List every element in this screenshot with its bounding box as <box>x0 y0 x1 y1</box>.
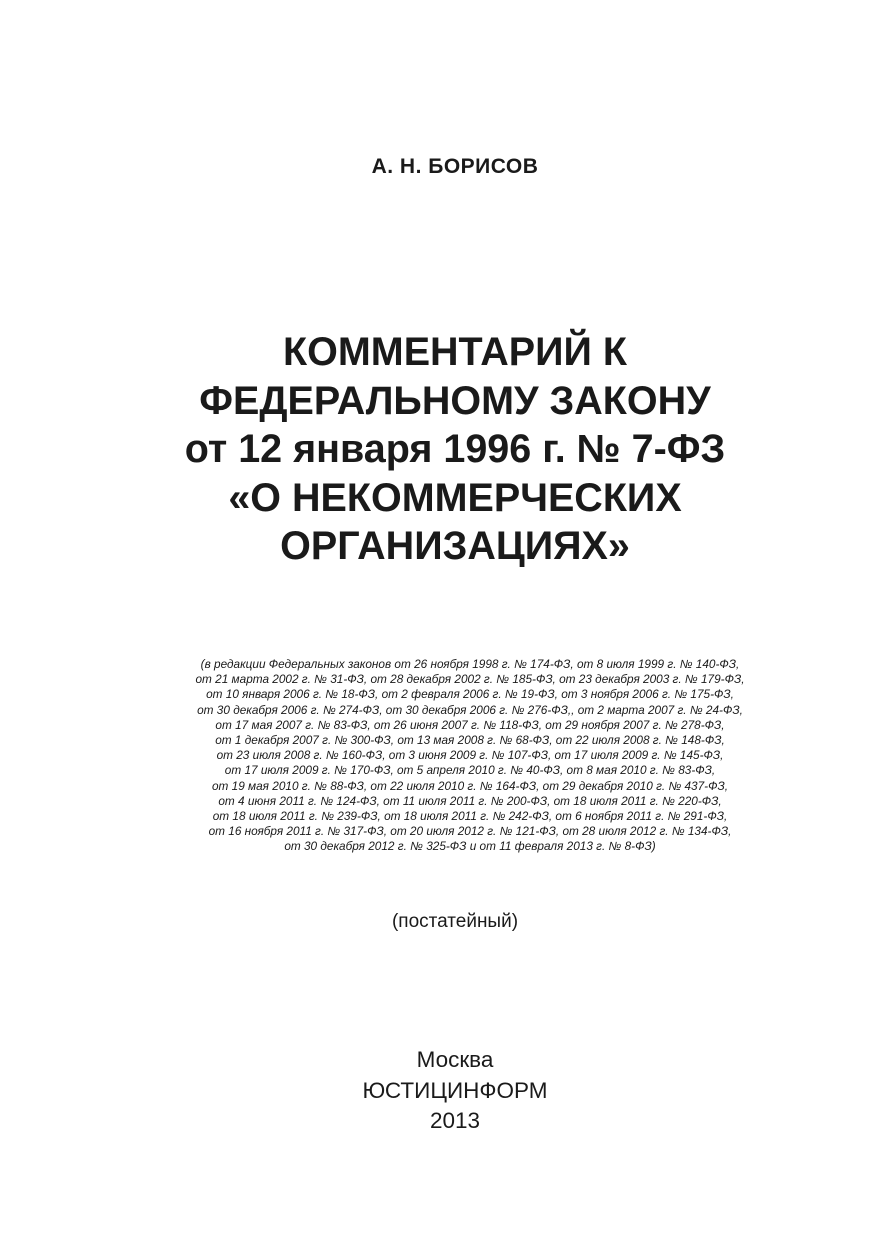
editions-line: от 30 декабря 2012 г. № 325-ФЗ и от 11 февраля 2013 г. № 8-ФЗ) <box>284 839 656 854</box>
editions-line: от 17 мая 2007 г. № 83-ФЗ, от 26 июня 2007 г. № 118-ФЗ, от 29 ноября 2007 г. № 278-ФЗ, <box>215 717 725 732</box>
editions-line: от 23 июля 2008 г. № 160-ФЗ, от 3 июня 2009 г. № 107-ФЗ, от 17 июля 2009 г. № 145-ФЗ, <box>216 748 724 763</box>
title-line: ФЕДЕРАЛЬНОМУ ЗАКОНУ <box>199 378 711 423</box>
editions-line: от 21 марта 2002 г. № 31-ФЗ, от 28 декабря 2002 г. № 185-ФЗ, от 23 декабря 2003 г. № 179-ФЗ, <box>195 672 745 687</box>
title-line: КОММЕНТАРИЙ К <box>283 330 627 374</box>
title-line: «О НЕКОММЕРЧЕСКИХ <box>228 475 682 520</box>
editions-line: от 17 июля 2009 г. № 170-ФЗ, от 5 апреля 2010 г. № 40-ФЗ, от 8 мая 2010 г. № 83-ФЗ, <box>224 763 716 778</box>
editions-note <box>0 657 886 855</box>
editions-line: от 18 июля 2011 г. № 239-ФЗ, от 18 июля 2011 г. № 242-ФЗ, от 6 ноября 2011 г. № 291-ФЗ, <box>212 809 728 824</box>
editions-line: от 4 июня 2011 г. № 124-ФЗ, от 11 июля 2011 г. № 200-ФЗ, от 18 июля 2011 г. № 220-ФЗ, <box>218 793 722 808</box>
editions-line: от 19 мая 2010 г. № 88-ФЗ, от 22 июля 2010 г. № 164-ФЗ, от 29 декабря 2010 г. № 437-ФЗ, <box>211 778 729 793</box>
subtitle: (постатейный) <box>391 911 519 932</box>
editions-line: (в редакции Федеральных законов от 26 ноября 1998 г. № 174-ФЗ, от 8 июля 1999 г. № 140-ФЗ, <box>200 657 740 671</box>
editions-line: от 30 декабря 2006 г. № 274-ФЗ, от 30 декабря 2006 г. № 276-ФЗ,, от 2 марта 2007 г. № 24-ФЗ, <box>197 702 743 717</box>
title-line: от 12 января 1996 г. № 7-ФЗ <box>184 427 726 471</box>
imprint-publisher: ЮСТИЦИНФОРМ <box>362 1077 548 1103</box>
imprint-city: Москва <box>416 1047 494 1072</box>
author-name: А. Н. БОРИСОВ <box>371 155 539 178</box>
imprint-year: 2013 <box>429 1108 481 1133</box>
editions-line: от 1 декабря 2007 г. № 300-ФЗ, от 13 мая 2008 г. № 68-ФЗ, от 22 июля 2008 г. № 148-ФЗ, <box>215 733 725 748</box>
book-title <box>0 328 886 571</box>
editions-line: от 16 ноября 2011 г. № 317-ФЗ, от 20 июля 2012 г. № 121-ФЗ, от 28 июля 2012 г. № 134-ФЗ, <box>208 824 732 839</box>
title-line: ОРГАНИЗАЦИЯХ» <box>280 524 630 568</box>
editions-line: от 10 января 2006 г. № 18-ФЗ, от 2 февраля 2006 г. № 19-ФЗ, от 3 ноября 2006 г. № 175-ФЗ, <box>206 687 734 702</box>
imprint <box>0 1045 886 1137</box>
